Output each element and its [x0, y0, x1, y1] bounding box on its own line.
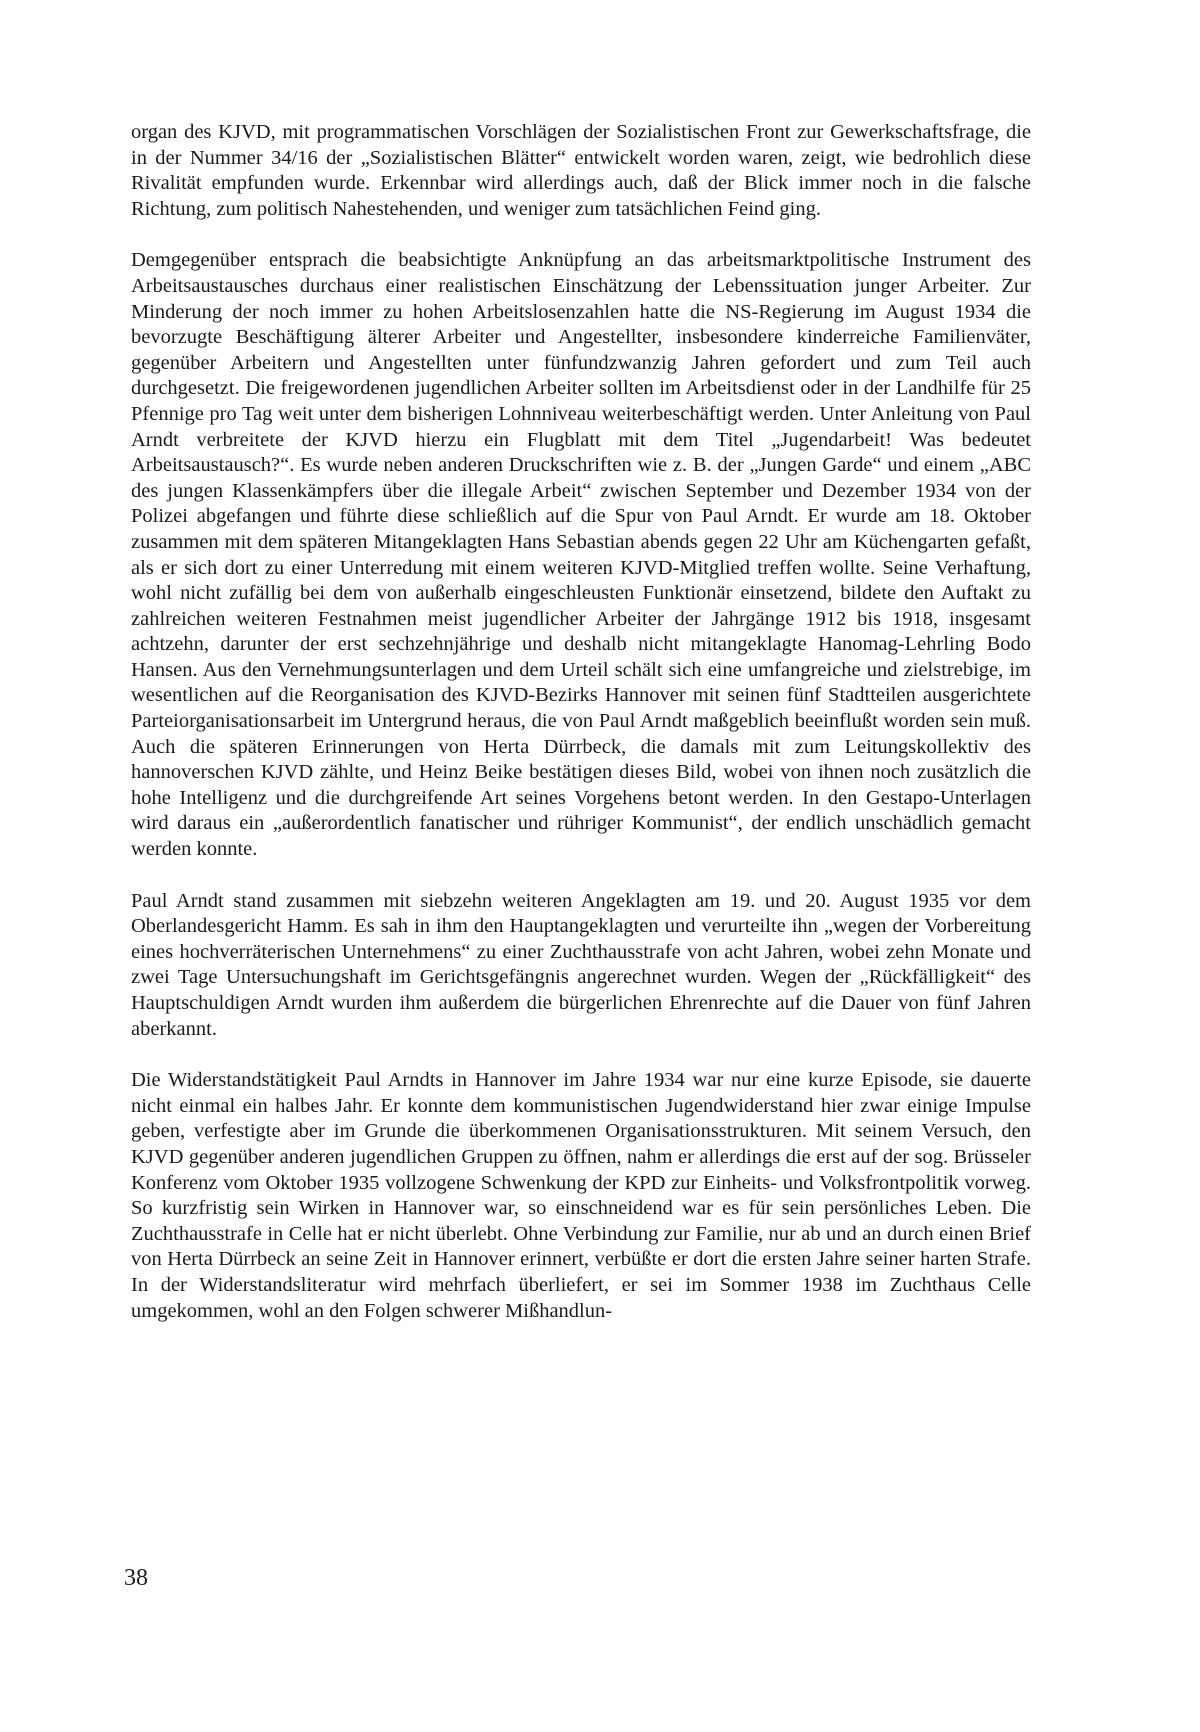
body-text: [131, 120, 1031, 1350]
page-number: 38: [124, 1565, 148, 1591]
paragraph-4: Die Widerstandstätigkeit Paul Arndts in Hannover im Jahre 1934 war nur eine kurze Episode, sie dauerte nicht einmal ein halbes Jahr. Er konnte dem kommunistischen Jugendwiderstand hier zwar einige Impulse geben, verfestigte aber im Grunde die überkommenen Organisationsstrukturen. Mit seinem Versuch, den KJVD gegenüber anderen jugendlichen Gruppen zu öffnen, nahm er allerdings die erst auf der sog. Brüsseler Konferenz vom Oktober 1935 vollzogene Schwenkung der KPD zur Einheits- und Volksfrontpolitik vorweg. So kurzfristig sein Wirken in Hannover war, so einschneidend war es für sein persönliches Leben. Die Zuchthausstrafe in Celle hat er nicht überlebt. Ohne Verbindung zur Familie, nur ab und an durch einen Brief von Herta Dürrbeck an seine Zeit in Hannover erinnert, verbüßte er dort die ersten Jahre seiner harten Strafe. In der Widerstandsliteratur wird mehrfach überliefert, er sei im Sommer 1938 im Zuchthaus Celle umgekommen, wohl an den Folgen schwerer Mißhandlun-: [131, 1069, 1031, 1322]
paragraph-3: Paul Arndt stand zusammen mit siebzehn weiteren Angeklagten am 19. und 20. August 1935 vor dem Oberlandesgericht Hamm. Es sah in ihm den Hauptangeklagten und verurteilte ihn „wegen der Vorbereitung eines hochverräterischen Unternehmens“ zu einer Zuchthausstrafe von acht Jahren, wobei zehn Monate und zwei Tage Untersuchungshaft im Gerichtsgefängnis angerechnet wurden. Wegen der „Rückfälligkeit“ des Hauptschuldigen Arndt wurden ihm außerdem die bürgerlichen Ehrenrechte auf die Dauer von fünf Jahren aberkannt.: [131, 889, 1031, 1040]
paragraph-2: Demgegenüber entsprach die beabsichtigte Anknüpfung an das arbeitsmarktpolitische Instrument des Arbeitsaustausches durchaus einer realistischen Einschätzung der Lebenssituation junger Arbeiter. Zur Minderung der noch immer zu hohen Arbeitslosenzahlen hatte die NS-Regierung im August 1934 die bevorzugte Beschäftigung älterer Arbeiter und Angestellter, insbesondere kinderreiche Familienväter, gegenüber Arbeitern und Angestellten unter fünfundzwanzig Jahren gefordert und zum Teil auch durchgesetzt. Die freigewordenen jugendlichen Arbeiter sollten im Arbeitsdienst oder in der Landhilfe für 25 Pfennige pro Tag weit unter dem bisherigen Lohnniveau weiterbeschäftigt werden. Unter Anleitung von Paul Arndt verbreitete der KJVD hierzu ein Flugblatt mit dem Titel „Jugendarbeit! Was bedeutet Arbeitsaustausch?“. Es wurde neben anderen Druckschriften wie z. B. der „Jungen Garde“ und einem „ABC des jungen Klassenkämpfers über die illegale Arbeit“ zwischen September und Dezember 1934 von der Polizei abgefangen und führte diese schließlich auf die Spur von Paul Arndt. Er wurde am 18. Oktober zusammen mit dem späteren Mitangeklagten Hans Sebastian abends gegen 22 Uhr am Küchengarten gefaßt, als er sich dort zu einer Unterredung mit einem weiteren KJVD-Mitglied treffen wollte. Seine Verhaftung, wohl nicht zufällig bei dem von außerhalb eingeschleusten Funktionär einsetzend, bildete den Auftakt zu zahlreichen weiteren Festnahmen meist jugendlicher Arbeiter der Jahrgänge 1912 bis 1918, insgesamt achtzehn, darunter der erst sechzehnjährige und deshalb nicht mitangeklagte Hanomag-Lehrling Bodo Hansen. Aus den Vernehmungsunterlagen und dem Urteil schält sich eine umfangreiche und zielstrebige, im wesentlichen auf die Reorganisation des KJVD-Bezirks Hannover mit seinen fünf Stadtteilen ausgerichtete Parteiorganisationsarbeit im Untergrund heraus, die von Paul Arndt maßgeblich beeinflußt worden sein muß. Auch die späteren Erinnerungen von Herta Dürrbeck, die damals mit zum Leitungskollektiv des hannoverschen KJVD zählte, und Heinz Beike bestätigen dieses Bild, wobei von ihnen noch zusätzlich die hohe Intelligenz und die durchgreifende Art seines Vorgehens betont werden. In den Gestapo-Unterlagen wird daraus ein „außerordentlich fanatischer und rühriger Kommunist“, der endlich unschädlich gemacht werden konnte.: [131, 249, 1031, 861]
paragraph-1: organ des KJVD, mit programmatischen Vorschlägen der Sozialistischen Front zur Gewerkschaftsfrage, die in der Nummer 34/16 der „Sozialistischen Blätter“ entwickelt worden waren, zeigt, wie bedrohlich diese Rivalität empfunden wurde. Erkennbar wird allerdings auch, daß der Blick immer noch in die falsche Richtung, zum politisch Nahestehenden, und weniger zum tatsächlichen Feind ging.: [131, 121, 1031, 220]
